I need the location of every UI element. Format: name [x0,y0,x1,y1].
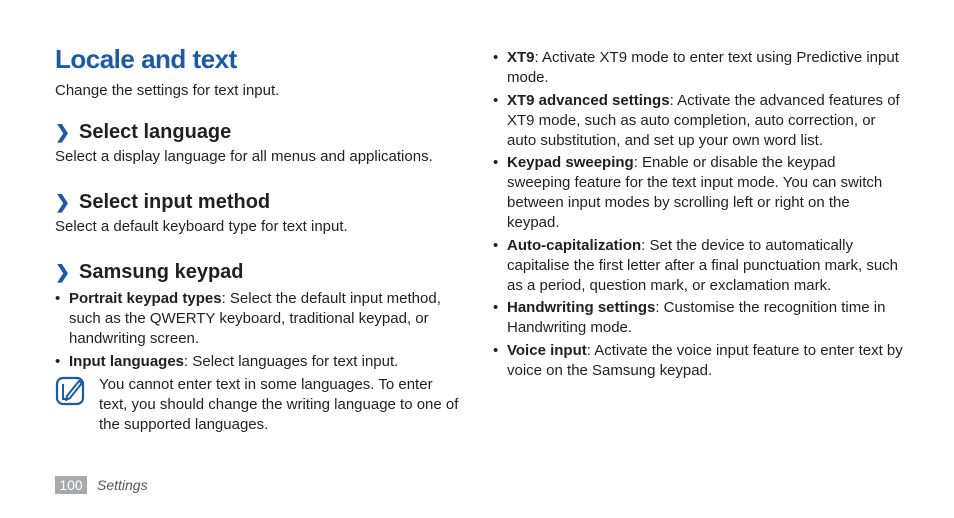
section-heading-text: Samsung keypad [79,261,244,283]
section-heading-text: Select input method [79,191,271,213]
section-select-input-method [55,189,465,237]
section-description: Select a display language for all menus and applications. [55,148,433,165]
note-box [55,375,465,435]
list-item [493,236,903,296]
intro-text: Change the settings for text input. [55,82,280,99]
list-item-text: : Set the device to automatically capitalise the first letter after a final punctuation mark, such as a period, question mark, or exclamation mark. [507,236,899,294]
section-select-language [55,119,465,167]
list-item-term: Voice input [507,341,587,359]
list-item-text: : Activate the advanced features of XT9 mode, such as auto completion, auto correction, or auto substitution, and set up your own word list. [507,91,900,149]
note-text: You cannot enter text in some languages. To enter text, you should change the writing language to one of the supported languages. [99,376,459,433]
chevron-right-icon: ❯ [55,262,71,282]
list-item-text: : Enable or disable the keypad sweeping feature for the text input mode. You can switch between input modes by scrolling left or right on the keypad. [507,154,883,231]
page-footer [55,476,148,494]
list-item [55,289,465,349]
list-item-term: Auto-capitalization [507,236,642,254]
section-heading [55,259,465,285]
list-item-text: : Select the default input method, such as the QWERTY keyboard, traditional keypad, or handwriting screen. [69,290,441,347]
list-item [55,352,465,372]
list-item-text: : Select languages for text input. [184,353,399,370]
list-item [493,48,903,88]
bullet: • [493,236,499,254]
section-heading-text: Select language [79,121,232,143]
list-item-text: : Activate the voice input feature to enter text by voice on the Samsung keypad. [507,341,903,379]
bullet: • [493,91,499,109]
chevron-right-icon: ❯ [55,192,71,212]
page-title: Locale and text [55,44,237,74]
right-column [493,44,903,383]
list-item-term: XT9 advanced settings [507,91,670,109]
list-item [493,91,903,151]
samsung-keypad-options-list [493,48,903,381]
list-item [493,298,903,338]
list-item-term: Portrait keypad types [69,290,222,307]
section-description: Select a default keyboard type for text input. [55,218,348,235]
list-item-text: : Activate XT9 mode to enter text using Predictive input mode. [507,49,899,86]
section-heading [55,119,465,145]
list-item-term: XT9 [507,49,535,66]
bullet: • [55,290,61,307]
left-column [55,42,465,435]
note-pencil-icon [55,375,87,407]
page-number: 100 [55,476,87,494]
list-item-term: Input languages [69,353,185,370]
section-heading [55,189,465,215]
list-item-term: Keypad sweeping [507,154,634,171]
chevron-right-icon: ❯ [55,122,71,142]
samsung-keypad-list [55,289,465,372]
list-item [493,153,903,233]
list-item-term: Handwriting settings [507,299,656,316]
list-item-text: : Customise the recognition time in Handwriting mode. [507,299,886,336]
bullet: • [493,49,499,66]
bullet: • [55,353,61,370]
bullet: • [493,154,499,171]
bullet: • [493,299,499,316]
footer-section-label: Settings [97,477,148,493]
section-samsung-keypad [55,259,465,435]
bullet: • [493,341,499,359]
list-item [493,341,903,381]
